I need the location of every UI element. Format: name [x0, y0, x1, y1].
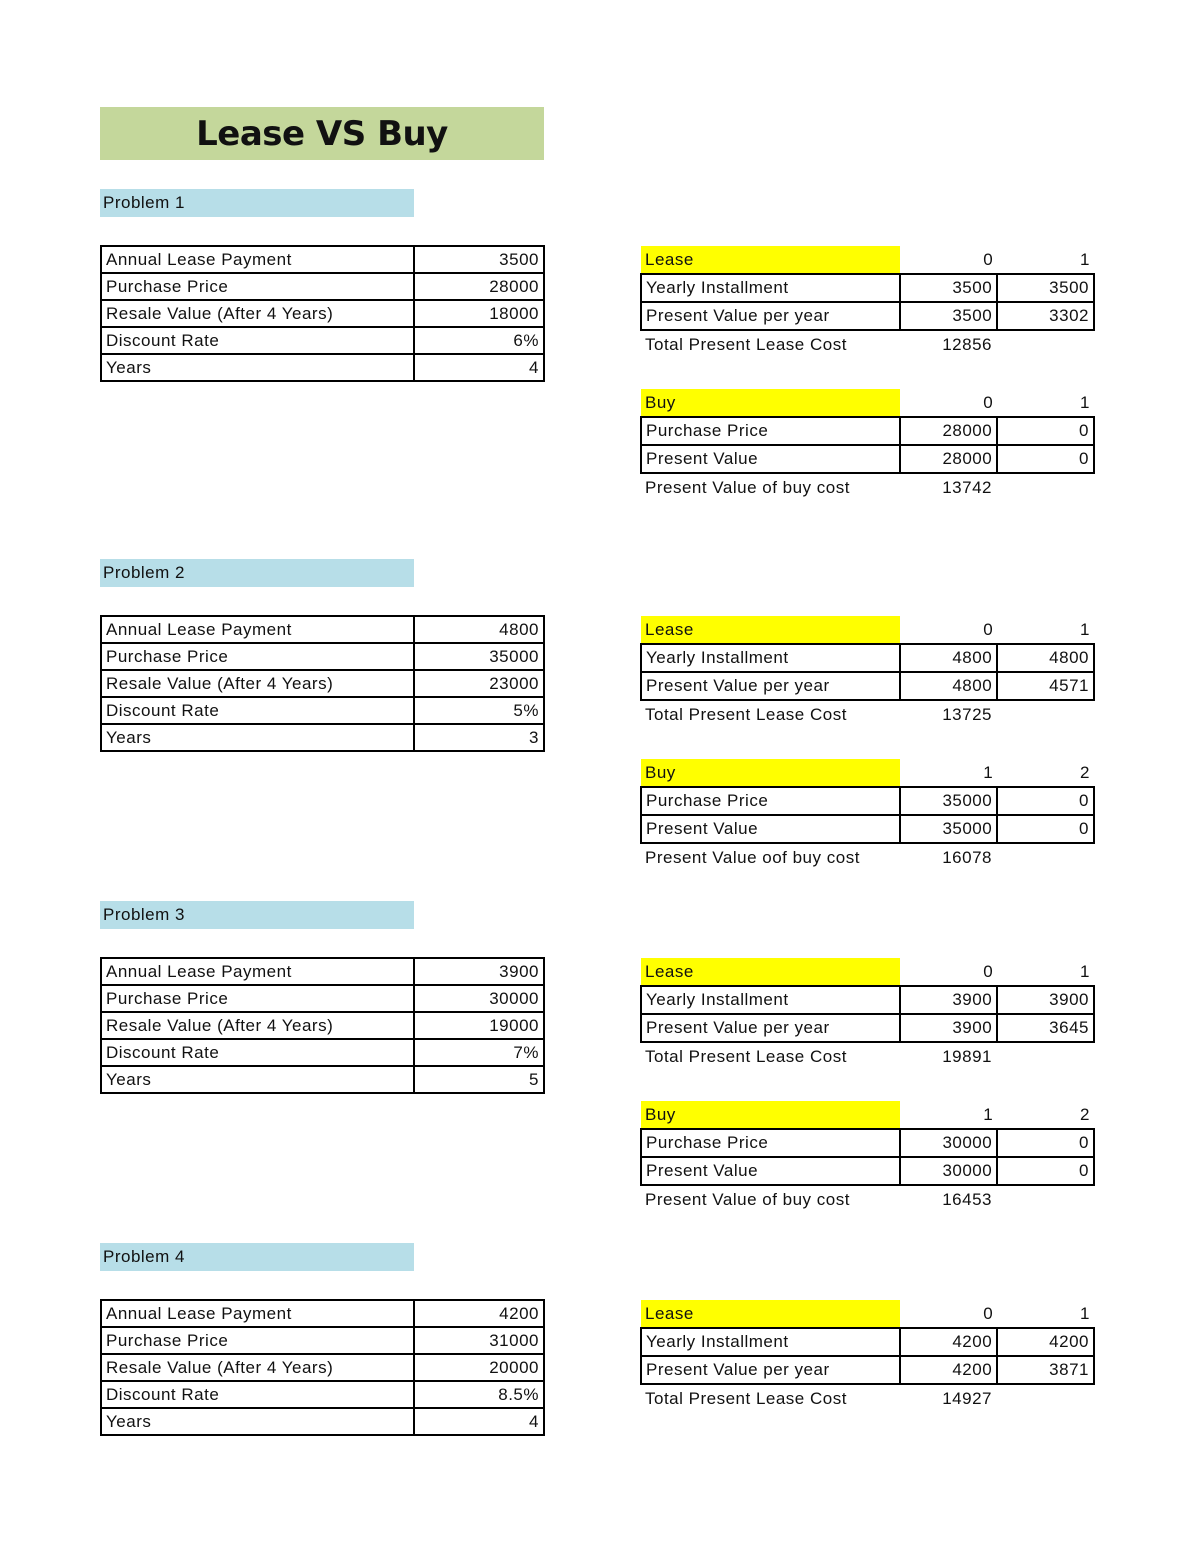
- table-row: [101, 327, 544, 354]
- param-value[interactable]: 8.5%: [414, 1381, 544, 1408]
- total-label[interactable]: Total Present Lease Cost: [645, 704, 847, 724]
- year-col-header[interactable]: 0: [983, 961, 994, 981]
- param-value[interactable]: 3900: [414, 958, 544, 985]
- year-col-header[interactable]: 1: [1080, 1303, 1090, 1323]
- table-row: [641, 672, 1094, 700]
- year-col-header[interactable]: 1: [983, 1104, 994, 1124]
- cell-value[interactable]: 0: [997, 1157, 1094, 1185]
- param-label[interactable]: Resale Value (After 4 Years): [101, 670, 414, 697]
- lease-header[interactable]: Lease: [641, 958, 900, 986]
- param-value[interactable]: 4200: [414, 1300, 544, 1327]
- buy-header[interactable]: Buy: [641, 389, 900, 417]
- param-label[interactable]: Purchase Price: [101, 1327, 414, 1354]
- total-value[interactable]: 12856: [942, 334, 992, 354]
- table-row: [641, 445, 1094, 473]
- table-header-row: [641, 1101, 1094, 1129]
- total-row: [641, 330, 1094, 358]
- param-label[interactable]: Discount Rate: [101, 1039, 414, 1066]
- problem-2-label: Problem 2: [100, 559, 414, 587]
- problem-4-label: Problem 4: [100, 1243, 414, 1271]
- param-value[interactable]: 23000: [414, 670, 544, 697]
- table-row: [641, 787, 1094, 815]
- param-label[interactable]: Resale Value (After 4 Years): [101, 1354, 414, 1381]
- total-label[interactable]: Present Value of buy cost: [645, 1189, 850, 1209]
- row-label[interactable]: Present Value: [641, 815, 900, 843]
- page-title: Lease VS Buy: [100, 107, 544, 160]
- table-row: [101, 1381, 544, 1408]
- cell-value[interactable]: 28000: [900, 445, 997, 473]
- table-row: [641, 644, 1094, 672]
- param-value[interactable]: 7%: [414, 1039, 544, 1066]
- cell-value[interactable]: 4800: [900, 672, 997, 700]
- cell-value[interactable]: 4200: [900, 1356, 997, 1384]
- year-col-header[interactable]: 0: [983, 619, 994, 639]
- cell-value[interactable]: 3900: [997, 986, 1094, 1014]
- cell-value[interactable]: 3900: [900, 986, 997, 1014]
- param-value[interactable]: 35000: [414, 643, 544, 670]
- param-value[interactable]: 5: [414, 1066, 544, 1093]
- param-value[interactable]: 6%: [414, 327, 544, 354]
- total-label[interactable]: Present Value of buy cost: [645, 477, 850, 497]
- table-row: [101, 724, 544, 751]
- year-col-header[interactable]: 0: [983, 392, 994, 412]
- cell-value[interactable]: 35000: [900, 787, 997, 815]
- table-row: [101, 273, 544, 300]
- param-label[interactable]: Annual Lease Payment: [101, 246, 414, 273]
- param-value[interactable]: 30000: [414, 985, 544, 1012]
- total-row: [641, 843, 1094, 871]
- param-label[interactable]: Resale Value (After 4 Years): [101, 1012, 414, 1039]
- problem-1-lease-table: [640, 246, 1095, 358]
- total-value[interactable]: 16453: [942, 1189, 992, 1209]
- total-value[interactable]: 16078: [942, 847, 992, 867]
- problem-2-params-table: [100, 615, 545, 752]
- param-value[interactable]: 31000: [414, 1327, 544, 1354]
- total-value[interactable]: 14927: [942, 1388, 992, 1408]
- table-row: [101, 958, 544, 985]
- total-row: [641, 700, 1094, 728]
- total-label[interactable]: Total Present Lease Cost: [645, 1046, 847, 1066]
- problem-3-lease-table: [640, 958, 1095, 1070]
- table-row: [101, 1327, 544, 1354]
- row-label[interactable]: Present Value per year: [641, 672, 900, 700]
- table-row: [641, 274, 1094, 302]
- total-row: [641, 1384, 1094, 1412]
- param-value[interactable]: 18000: [414, 300, 544, 327]
- year-col-header[interactable]: 1: [1080, 392, 1090, 412]
- problem-1-buy-table: [640, 389, 1095, 501]
- param-label[interactable]: Purchase Price: [101, 273, 414, 300]
- row-label[interactable]: Yearly Installment: [641, 274, 900, 302]
- param-value[interactable]: 3500: [414, 246, 544, 273]
- problem-3-params-table: [100, 957, 545, 1094]
- table-header-row: [641, 616, 1094, 644]
- year-col-header[interactable]: 2: [1080, 1104, 1090, 1124]
- row-label[interactable]: Present Value: [641, 1157, 900, 1185]
- param-label[interactable]: Discount Rate: [101, 327, 414, 354]
- problem-1-params-table: [100, 245, 545, 382]
- cell-value[interactable]: 3871: [997, 1356, 1094, 1384]
- buy-header[interactable]: Buy: [641, 759, 900, 787]
- cell-value[interactable]: 3645: [997, 1014, 1094, 1042]
- row-label[interactable]: Purchase Price: [641, 417, 900, 445]
- table-row: [641, 815, 1094, 843]
- param-label[interactable]: Annual Lease Payment: [101, 1300, 414, 1327]
- param-label[interactable]: Purchase Price: [101, 985, 414, 1012]
- table-row: [641, 1328, 1094, 1356]
- cell-value[interactable]: 0: [997, 815, 1094, 843]
- table-row: [641, 417, 1094, 445]
- cell-value[interactable]: 3900: [900, 1014, 997, 1042]
- lease-header[interactable]: Lease: [641, 1300, 900, 1328]
- total-label[interactable]: Total Present Lease Cost: [645, 334, 847, 354]
- cell-value[interactable]: 3500: [900, 302, 997, 330]
- param-label[interactable]: Annual Lease Payment: [101, 616, 414, 643]
- param-value[interactable]: 28000: [414, 273, 544, 300]
- year-col-header[interactable]: 1: [1080, 961, 1090, 981]
- param-label[interactable]: Discount Rate: [101, 697, 414, 724]
- cell-value[interactable]: 28000: [900, 417, 997, 445]
- problem-2-buy-table: [640, 759, 1095, 871]
- table-row: [101, 1066, 544, 1093]
- row-label[interactable]: Present Value per year: [641, 1014, 900, 1042]
- table-row: [641, 1157, 1094, 1185]
- param-value[interactable]: 4800: [414, 616, 544, 643]
- problem-4-lease-table: [640, 1300, 1095, 1412]
- total-row: [641, 473, 1094, 501]
- param-value[interactable]: 20000: [414, 1354, 544, 1381]
- problem-3-buy-table: [640, 1101, 1095, 1213]
- cell-value[interactable]: 4200: [900, 1328, 997, 1356]
- table-row: [101, 697, 544, 724]
- table-row: [101, 643, 544, 670]
- cell-value[interactable]: 0: [997, 787, 1094, 815]
- cell-value[interactable]: 4200: [997, 1328, 1094, 1356]
- cell-value[interactable]: 3500: [900, 274, 997, 302]
- problem-2-lease-table: [640, 616, 1095, 728]
- buy-header[interactable]: Buy: [641, 1101, 900, 1129]
- year-col-header[interactable]: 1: [1080, 249, 1090, 269]
- total-label[interactable]: Total Present Lease Cost: [645, 1388, 847, 1408]
- total-row: [641, 1185, 1094, 1213]
- table-row: [101, 354, 544, 381]
- param-label[interactable]: Years: [101, 354, 414, 381]
- table-row: [641, 302, 1094, 330]
- table-header-row: [641, 1300, 1094, 1328]
- cell-value[interactable]: 0: [997, 1129, 1094, 1157]
- table-header-row: [641, 958, 1094, 986]
- param-value[interactable]: 19000: [414, 1012, 544, 1039]
- table-row: [641, 1129, 1094, 1157]
- param-value[interactable]: 4: [414, 354, 544, 381]
- total-value[interactable]: 13725: [942, 704, 992, 724]
- cell-value[interactable]: 4571: [997, 672, 1094, 700]
- total-row: [641, 1042, 1094, 1070]
- param-label[interactable]: Purchase Price: [101, 643, 414, 670]
- row-label[interactable]: Purchase Price: [641, 1129, 900, 1157]
- year-col-header[interactable]: 1: [983, 762, 994, 782]
- table-row: [101, 246, 544, 273]
- row-label[interactable]: Yearly Installment: [641, 986, 900, 1014]
- total-value[interactable]: 13742: [942, 477, 992, 497]
- lease-header[interactable]: Lease: [641, 616, 900, 644]
- cell-value[interactable]: 30000: [900, 1129, 997, 1157]
- table-header-row: [641, 389, 1094, 417]
- table-row: [101, 1354, 544, 1381]
- param-label[interactable]: Years: [101, 1066, 414, 1093]
- cell-value[interactable]: 35000: [900, 815, 997, 843]
- table-header-row: [641, 759, 1094, 787]
- param-label[interactable]: Discount Rate: [101, 1381, 414, 1408]
- table-row: [101, 670, 544, 697]
- table-row: [101, 616, 544, 643]
- param-label[interactable]: Years: [101, 724, 414, 751]
- row-label[interactable]: Yearly Installment: [641, 644, 900, 672]
- table-row: [641, 1014, 1094, 1042]
- total-value[interactable]: 19891: [942, 1046, 992, 1066]
- total-label[interactable]: Present Value oof buy cost: [645, 847, 860, 867]
- table-row: [101, 1408, 544, 1435]
- row-label[interactable]: Present Value per year: [641, 302, 900, 330]
- year-col-header[interactable]: 0: [983, 1303, 994, 1323]
- problem-1-label: Problem 1: [100, 189, 414, 217]
- row-label[interactable]: Present Value per year: [641, 1356, 900, 1384]
- param-value[interactable]: 3: [414, 724, 544, 751]
- param-value[interactable]: 5%: [414, 697, 544, 724]
- cell-value[interactable]: 4800: [900, 644, 997, 672]
- table-row: [641, 1356, 1094, 1384]
- table-row: [101, 1039, 544, 1066]
- param-label[interactable]: Annual Lease Payment: [101, 958, 414, 985]
- lease-header[interactable]: Lease: [641, 246, 900, 274]
- problem-4-params-table: [100, 1299, 545, 1436]
- param-label[interactable]: Years: [101, 1408, 414, 1435]
- table-row: [101, 1300, 544, 1327]
- cell-value[interactable]: 3302: [997, 302, 1094, 330]
- table-header-row: [641, 246, 1094, 274]
- year-col-header[interactable]: 2: [1080, 762, 1090, 782]
- row-label[interactable]: Present Value: [641, 445, 900, 473]
- table-row: [101, 300, 544, 327]
- year-col-header[interactable]: 1: [1080, 619, 1090, 639]
- cell-value[interactable]: 3500: [997, 274, 1094, 302]
- year-col-header[interactable]: 0: [983, 249, 994, 269]
- param-value[interactable]: 4: [414, 1408, 544, 1435]
- cell-value[interactable]: 30000: [900, 1157, 997, 1185]
- cell-value[interactable]: 0: [997, 417, 1094, 445]
- cell-value[interactable]: 4800: [997, 644, 1094, 672]
- row-label[interactable]: Yearly Installment: [641, 1328, 900, 1356]
- cell-value[interactable]: 0: [997, 445, 1094, 473]
- problem-3-label: Problem 3: [100, 901, 414, 929]
- row-label[interactable]: Purchase Price: [641, 787, 900, 815]
- param-label[interactable]: Resale Value (After 4 Years): [101, 300, 414, 327]
- table-row: [101, 1012, 544, 1039]
- table-row: [641, 986, 1094, 1014]
- table-row: [101, 985, 544, 1012]
